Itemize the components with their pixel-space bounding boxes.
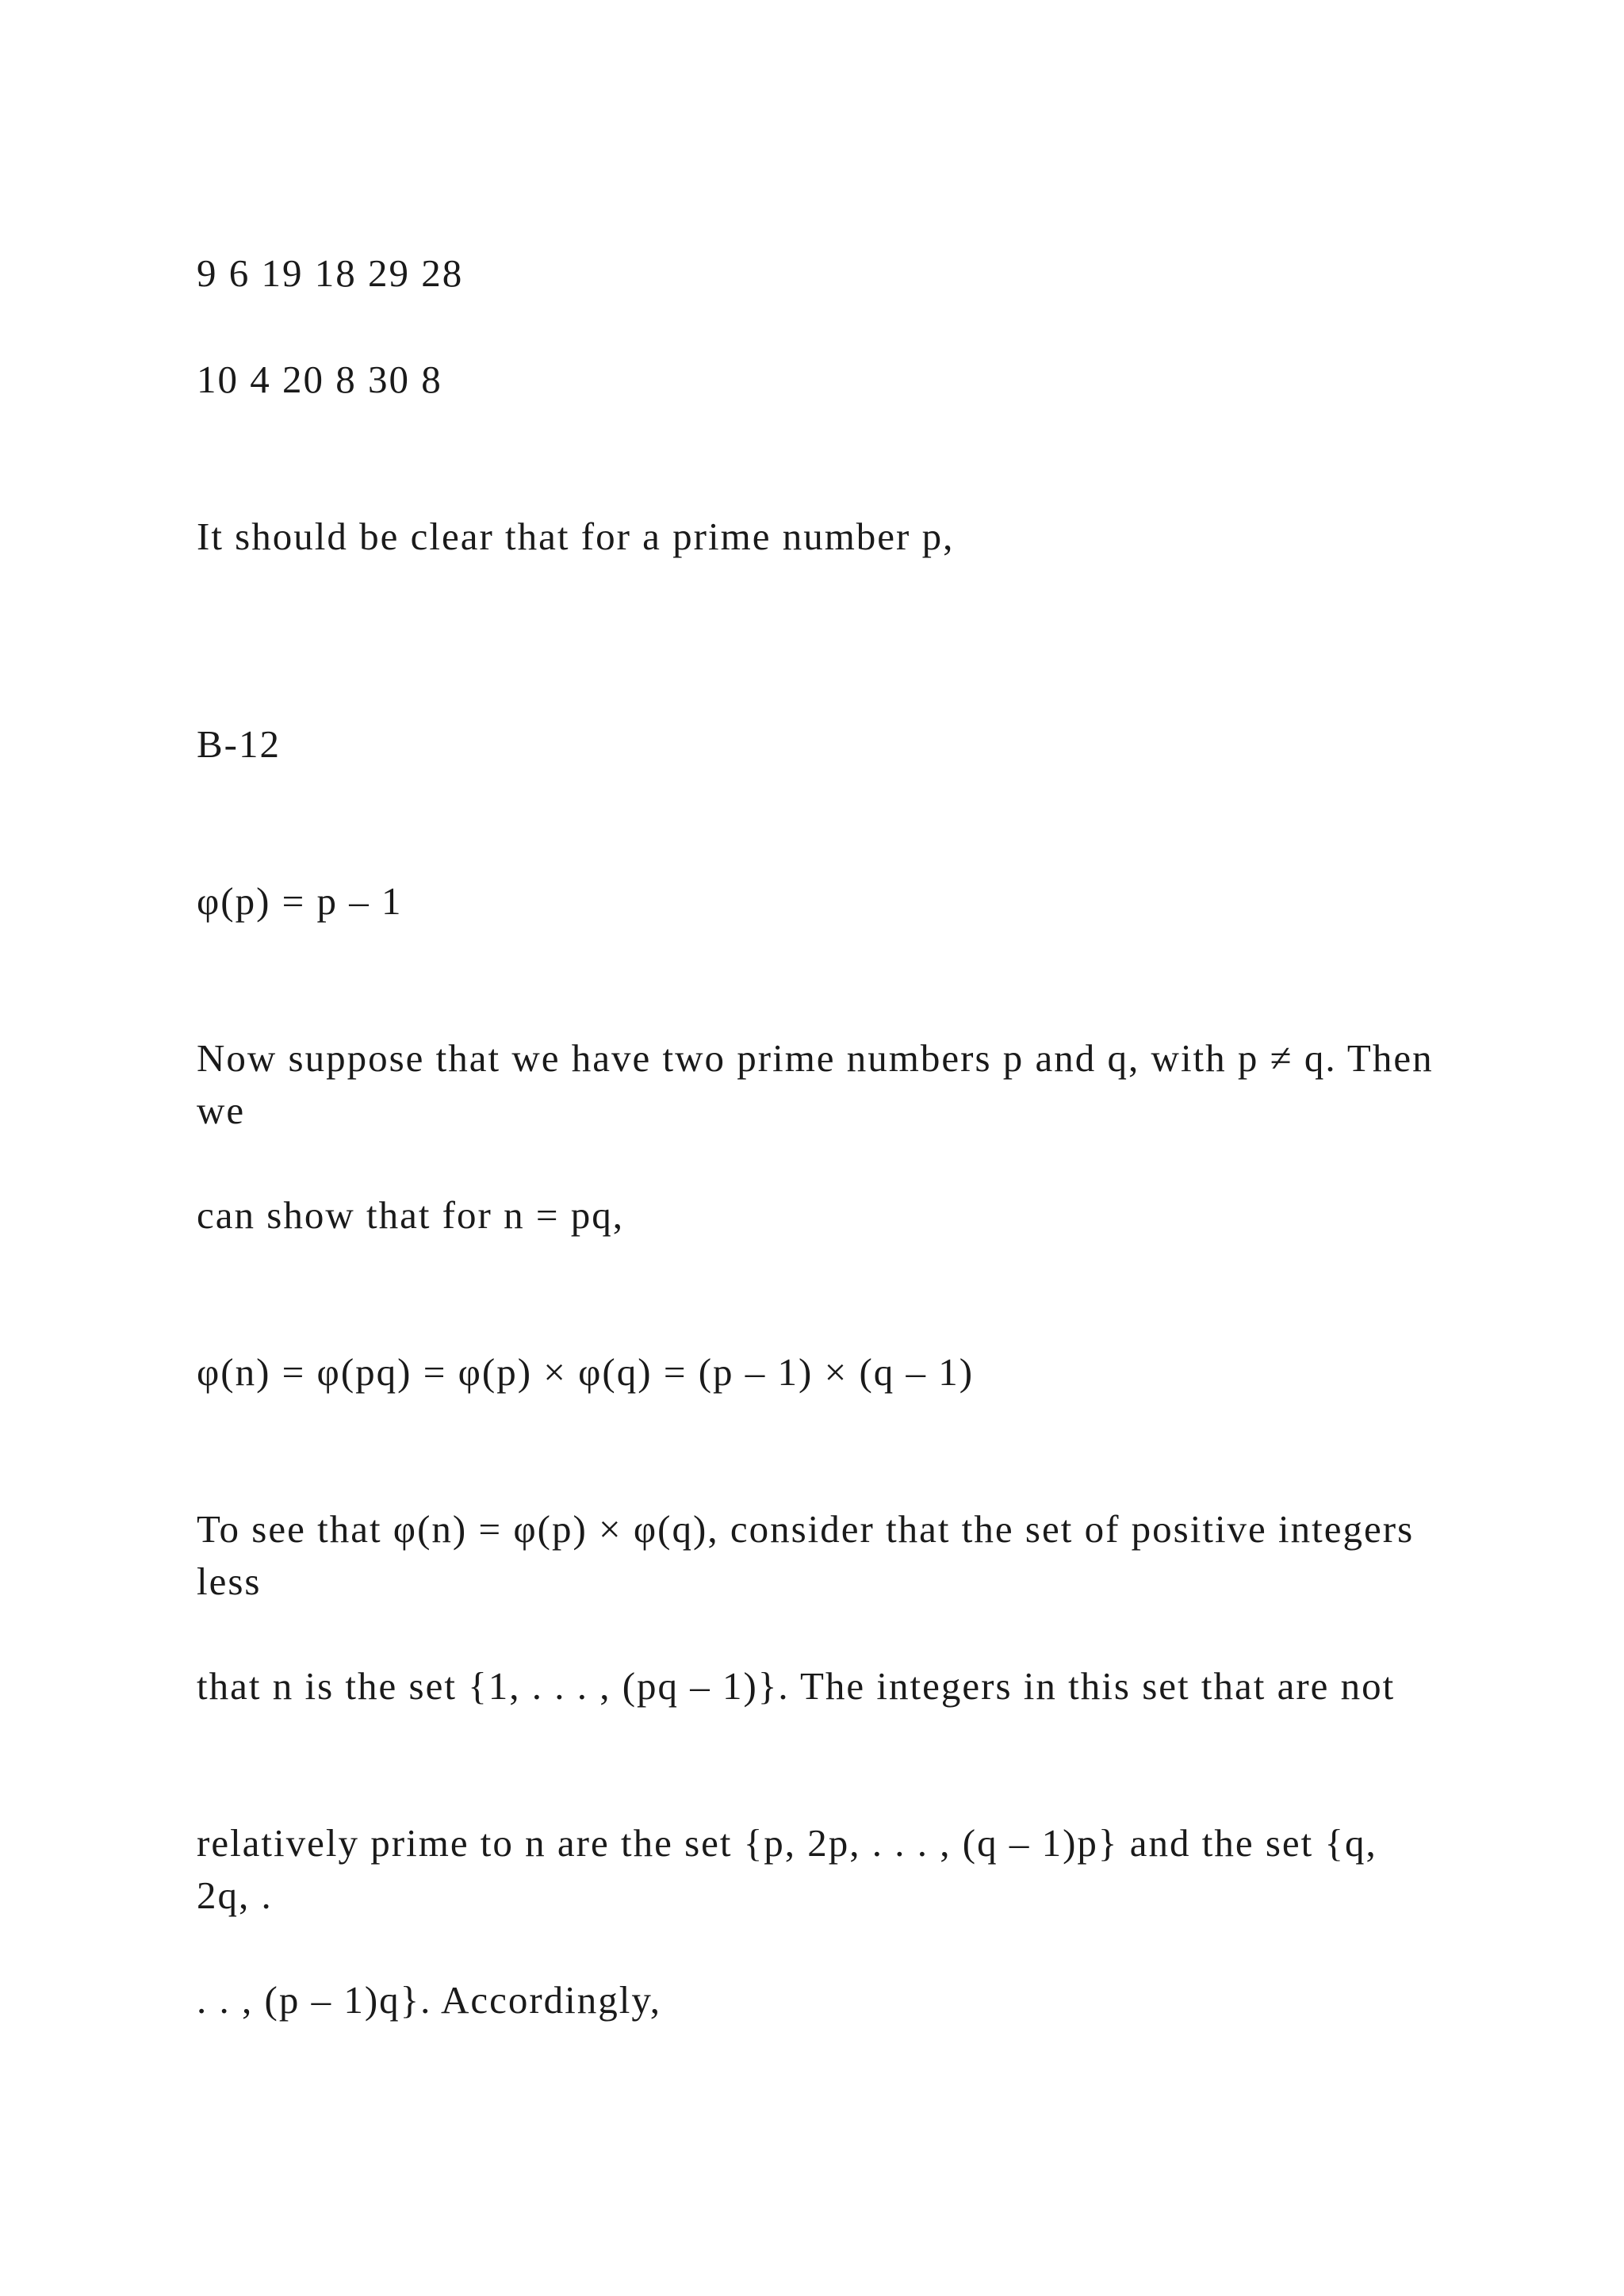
formula-prime: φ(p) = p – 1 (197, 879, 403, 923)
formula-pq: φ(n) = φ(pq) = φ(p) × φ(q) = (p – 1) × (q – 1) (197, 1350, 975, 1394)
paragraph-two-primes: Now suppose that we have two prime numbers p and q, with p ≠ q. Then we (197, 1036, 1434, 1132)
table-row-1: 9 6 19 18 29 28 (197, 251, 464, 295)
paragraph-see-2: that n is the set {1, . . . , (pq – 1)}. The integers in this set that are not (197, 1664, 1396, 1708)
paragraph-see-3: relatively prime to n are the set {p, 2p, . . . , (q – 1)p} and the set {q, 2q, . (197, 1821, 1377, 1917)
paragraph-show: can show that for n = pq, (197, 1193, 624, 1237)
page-label: B-12 (197, 722, 281, 766)
paragraph-see-4: . . , (p – 1)q}. Accordingly, (197, 1978, 661, 2022)
intro-paragraph: It should be clear that for a prime number p, (197, 515, 955, 558)
table-row-2: 10 4 20 8 30 8 (197, 358, 442, 401)
paragraph-see-1: To see that φ(n) = φ(p) × φ(q), consider that the set of positive integers less (197, 1507, 1415, 1603)
